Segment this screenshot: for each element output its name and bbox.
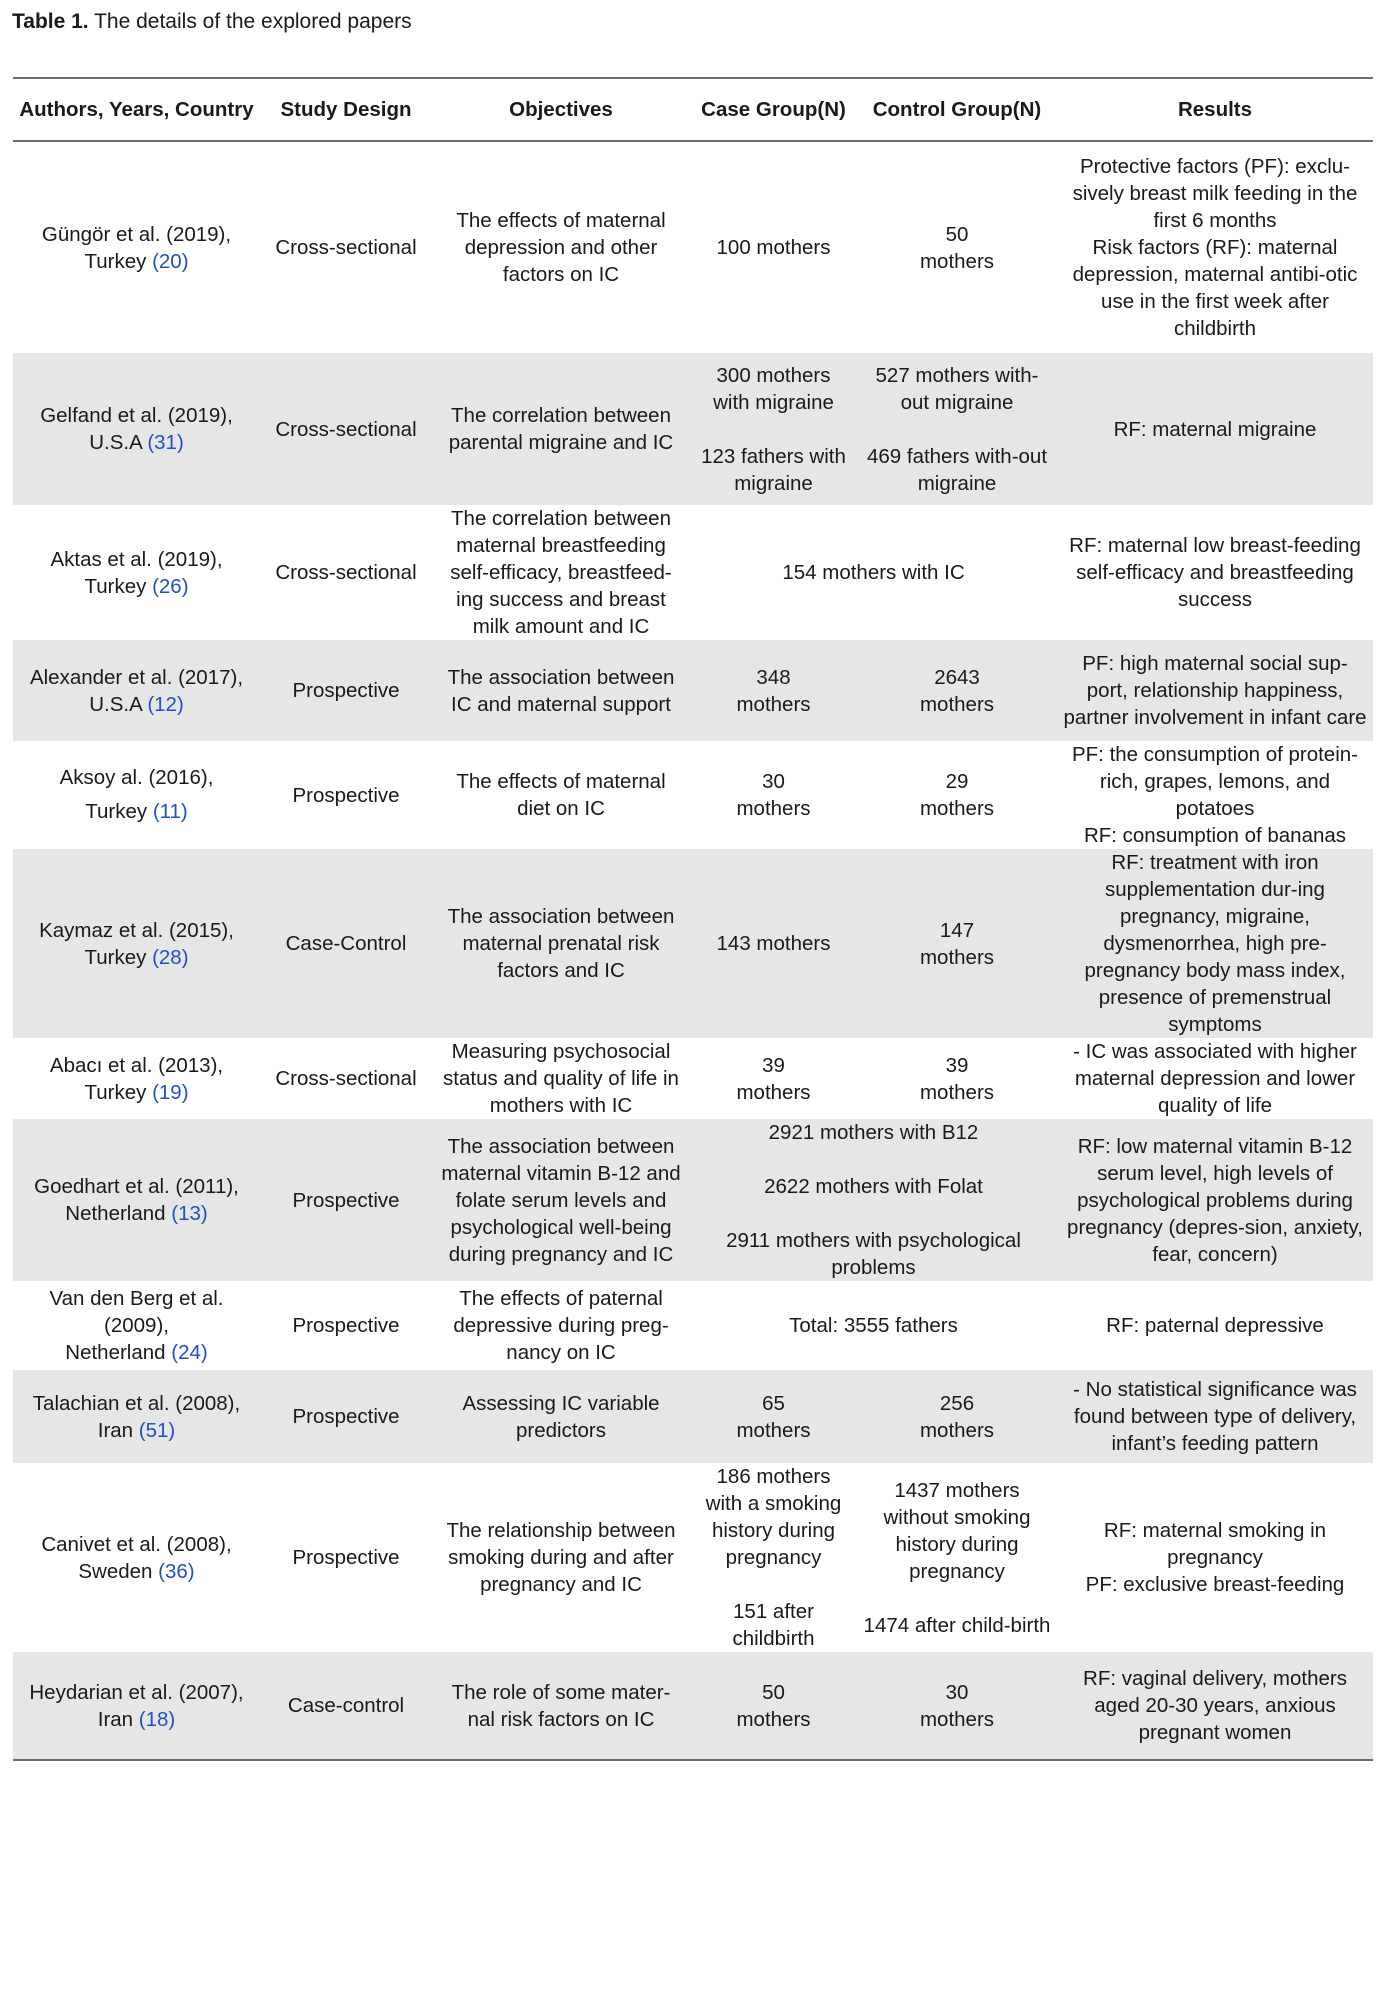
case-group-text: 143 mothers	[716, 932, 831, 955]
results-text: PF: the consumption of protein-rich, grapes, lemons, and potatoes	[1071, 743, 1358, 820]
author-line-text: Turkey	[85, 800, 153, 823]
cell-case-group	[690, 141, 857, 353]
cell-results	[1057, 141, 1373, 353]
author-line	[19, 221, 254, 248]
cell-study-design	[260, 1652, 432, 1760]
author-line-text: Turkey	[84, 1080, 153, 1104]
study-design-text: Case-control	[287, 1694, 405, 1717]
control-group-text: mothers	[919, 249, 995, 273]
case-group-text: 100 mothers	[716, 236, 831, 259]
case-group-text: mothers	[736, 692, 811, 716]
cell-authors	[13, 1119, 260, 1281]
objective-text: The role of some mater-nal risk factors on IC	[451, 1680, 671, 1731]
author-line	[19, 1531, 254, 1558]
reference-link[interactable]: (36)	[158, 1559, 195, 1583]
results-text: - No statistical significance was found between type of delivery, infant’s feeding pattern	[1073, 1378, 1357, 1455]
case-group-text: mothers	[736, 1080, 811, 1104]
study-design-text: Cross-sectional	[275, 561, 417, 584]
cell-authors	[13, 353, 260, 505]
cell-authors	[13, 741, 260, 849]
study-design-text: Prospective	[292, 1314, 400, 1337]
control-group-text: mothers	[919, 1418, 995, 1442]
reference-link[interactable]: (51)	[138, 1418, 176, 1442]
objective-text: The correlation between maternal breastfeeding self-efficacy, breastfeed-ing success and breast milk amount and IC	[450, 507, 672, 638]
cell-results	[1057, 1370, 1373, 1463]
author-line	[19, 1679, 254, 1706]
merged-group-text: 2622 mothers with Folat	[764, 1175, 983, 1198]
cell-objectives	[432, 141, 690, 353]
study-design-text: Cross-sectional	[275, 236, 417, 259]
control-group-text: 1437 mothers without smoking history during pregnancy	[883, 1478, 1031, 1583]
control-group-text: 469 fathers with-out migraine	[866, 444, 1048, 495]
results-text: RF: treatment with iron supplementation dur-ing pregnancy, migraine, dysmenorrhea, high pre-pregnancy body mass index, presence of premenstrual symptoms	[1084, 851, 1346, 1036]
results-text: RF: vaginal delivery, mothers aged 20-30 years, anxious pregnant women	[1083, 1667, 1347, 1744]
cell-results	[1057, 353, 1373, 505]
cell-case-control-merged	[690, 1281, 1057, 1370]
cell-results	[1057, 505, 1373, 640]
results-text: Protective factors (PF): exclu-sively breast milk feeding in the first 6 months	[1072, 155, 1358, 232]
control-group-text: mothers	[919, 797, 995, 820]
table-row	[13, 1119, 1373, 1281]
cell-authors	[13, 849, 260, 1038]
column-header-objectives: Objectives	[432, 78, 690, 141]
author-line	[19, 1558, 254, 1585]
column-header-case-group: Case Group(N)	[690, 78, 857, 141]
merged-group-text-gap	[704, 1200, 1043, 1227]
cell-control-group	[857, 1463, 1057, 1652]
case-group-text: mothers	[736, 797, 811, 820]
cell-case-group	[690, 353, 857, 505]
results-text: RF: paternal depressive	[1106, 1314, 1324, 1337]
cell-results	[1057, 1038, 1373, 1119]
author-line-text: Netherland	[65, 1341, 172, 1364]
author-line-text: Turkey	[84, 574, 153, 598]
author-line	[19, 691, 254, 718]
objective-text: The correlation between parental migraine and IC	[448, 404, 674, 454]
table-row	[13, 640, 1373, 741]
author-line	[19, 761, 254, 795]
author-line	[19, 1706, 254, 1733]
cell-authors	[13, 1463, 260, 1652]
cell-study-design	[260, 1119, 432, 1281]
cell-objectives	[432, 640, 690, 741]
results-text: RF: consumption of bananas	[1083, 824, 1347, 847]
control-group-text: 30	[945, 1680, 969, 1704]
table-row	[13, 1652, 1373, 1760]
cell-objectives	[432, 1281, 690, 1370]
reference-link[interactable]: (26)	[152, 574, 189, 598]
table-row	[13, 1463, 1373, 1652]
case-group-text: 348	[756, 665, 791, 689]
author-line	[19, 546, 254, 573]
reference-link[interactable]: (31)	[147, 431, 184, 454]
study-design-text: Prospective	[292, 1546, 400, 1569]
results-text: Risk factors (RF): maternal depression, maternal antibi-otic use in the first week after childbirth	[1072, 236, 1358, 340]
results-text: PF: exclusive breast-feeding	[1085, 1573, 1345, 1596]
cell-objectives	[432, 353, 690, 505]
control-group-text-gap	[863, 1585, 1051, 1612]
table-header-row	[13, 78, 1373, 141]
cell-control-group	[857, 849, 1057, 1038]
author-line-text: Aktas et al. (2019),	[50, 547, 223, 571]
control-group-text: 147	[939, 918, 975, 942]
author-line	[19, 1417, 254, 1444]
cell-case-control-merged	[690, 1119, 1057, 1281]
papers-table	[13, 77, 1373, 1761]
results-text: RF: low maternal vitamin B-12 serum level, high levels of psychological problems during pregnancy (depres-sion, anxiety, fear, concern)	[1067, 1134, 1363, 1266]
author-line-text: Turkey	[84, 249, 153, 273]
case-group-text: 50	[762, 1680, 785, 1704]
cell-control-group	[857, 141, 1057, 353]
cell-study-design	[260, 741, 432, 849]
cell-objectives	[432, 1119, 690, 1281]
column-header-results: Results	[1057, 78, 1373, 141]
merged-group-text: Total: 3555 fathers	[789, 1314, 958, 1337]
author-line-text: Goedhart et al. (2011),	[34, 1175, 239, 1198]
table-caption-text: The details of the explored papers	[88, 10, 412, 33]
author-line-text: U.S.A	[89, 692, 148, 716]
reference-link[interactable]: (13)	[171, 1202, 208, 1225]
reference-link[interactable]: (12)	[147, 692, 184, 716]
author-line	[19, 1173, 254, 1200]
objective-text: The association between maternal prenatal risk factors and IC	[447, 905, 675, 982]
control-group-text: 1474 after child-birth	[863, 1613, 1051, 1637]
cell-objectives	[432, 741, 690, 849]
cell-objectives	[432, 849, 690, 1038]
author-line-text: Güngör et al. (2019),	[41, 222, 232, 246]
results-text: RF: maternal low breast-feeding self-efficacy and breastfeeding success	[1069, 534, 1361, 611]
cell-authors	[13, 141, 260, 353]
control-group-text: 39	[945, 1053, 969, 1077]
author-line-text: Canivet et al. (2008),	[41, 1532, 232, 1556]
author-line	[19, 248, 254, 275]
cell-results	[1057, 1652, 1373, 1760]
control-group-text: mothers	[919, 692, 995, 716]
author-line-text: Alexander et al. (2017),	[29, 665, 244, 689]
case-group-text: 123 fathers with migraine	[701, 444, 846, 495]
author-line	[19, 944, 254, 971]
cell-study-design	[260, 505, 432, 640]
column-header-control-group: Control Group(N)	[857, 78, 1057, 141]
author-line-text: Abacı et al. (2013),	[49, 1053, 224, 1077]
reference-link[interactable]: (19)	[152, 1080, 189, 1104]
study-design-text: Cross-sectional	[275, 417, 417, 441]
cell-study-design	[260, 353, 432, 505]
table-row	[13, 1281, 1373, 1370]
cell-control-group	[857, 741, 1057, 849]
merged-group-text: 2921 mothers with B12	[768, 1121, 979, 1144]
author-line-text: Talachian et al. (2008),	[32, 1391, 241, 1415]
reference-link[interactable]: (24)	[171, 1341, 208, 1364]
control-group-text: 2643	[934, 665, 980, 689]
objective-text: The effects of maternal depression and other factors on IC	[456, 209, 666, 286]
objective-text: The association between maternal vitamin B-12 and folate serum levels and psychological well-being during pregnancy and IC	[441, 1134, 681, 1266]
author-line-text: Aksoy al. (2016),	[59, 766, 214, 789]
cell-case-group	[690, 849, 857, 1038]
cell-objectives	[432, 1038, 690, 1119]
cell-results	[1057, 1281, 1373, 1370]
author-line	[19, 1200, 254, 1227]
case-group-text-gap	[696, 1571, 851, 1598]
table-row	[13, 505, 1373, 640]
table-caption-label: Table 1.	[12, 10, 89, 33]
cell-study-design	[260, 1370, 432, 1463]
case-group-text: 39	[762, 1053, 785, 1077]
cell-study-design	[260, 640, 432, 741]
cell-objectives	[432, 1463, 690, 1652]
author-line-text: (2009),	[104, 1314, 169, 1337]
author-line-text: Iran	[97, 1418, 139, 1442]
cell-authors	[13, 1652, 260, 1760]
case-group-text-gap	[696, 416, 851, 443]
control-group-text: 256	[939, 1391, 975, 1415]
merged-group-text-gap	[704, 1146, 1043, 1173]
cell-control-group	[857, 1370, 1057, 1463]
author-line-text: Heydarian et al. (2007),	[29, 1680, 244, 1704]
cell-authors	[13, 1281, 260, 1370]
cell-control-group	[857, 353, 1057, 505]
table-row	[13, 353, 1373, 505]
author-line	[19, 429, 254, 456]
table-row	[13, 1038, 1373, 1119]
results-text: PF: high maternal social sup-port, relationship happiness, partner involvement in infant care	[1063, 652, 1367, 729]
objective-text: The effects of maternal diet on IC	[456, 770, 666, 820]
objective-text: The association between IC and maternal support	[447, 665, 675, 716]
cell-objectives	[432, 1370, 690, 1463]
author-line-text: U.S.A	[89, 431, 148, 454]
cell-study-design	[260, 1038, 432, 1119]
objective-text: Measuring psychosocial status and quality of life in mothers with IC	[443, 1040, 679, 1117]
study-design-text: Prospective	[292, 783, 400, 807]
case-group-text: mothers	[736, 1418, 811, 1442]
cell-authors	[13, 640, 260, 741]
cell-case-group	[690, 741, 857, 849]
author-line-text: Netherland	[65, 1202, 172, 1225]
author-line	[19, 402, 254, 429]
control-group-text: 527 mothers with-out migraine	[875, 363, 1039, 414]
cell-authors	[13, 1038, 260, 1119]
table-row	[13, 741, 1373, 849]
cell-control-group	[857, 640, 1057, 741]
cell-case-group	[690, 640, 857, 741]
case-group-text: 65	[762, 1391, 785, 1415]
table-caption	[12, 8, 412, 36]
merged-group-text: 2911 mothers with psychological problems	[726, 1229, 1021, 1279]
cell-objectives	[432, 1652, 690, 1760]
column-header-study-design: Study Design	[260, 78, 432, 141]
author-line	[19, 1312, 254, 1339]
cell-case-group	[690, 1370, 857, 1463]
control-group-text: 50	[945, 222, 969, 246]
author-line-text: Sweden	[78, 1559, 159, 1583]
cell-results	[1057, 849, 1373, 1038]
table-row	[13, 1370, 1373, 1463]
cell-case-group	[690, 1463, 857, 1652]
cell-study-design	[260, 1463, 432, 1652]
merged-group-text: 154 mothers with IC	[782, 561, 965, 584]
control-group-text-gap	[863, 416, 1051, 443]
author-line	[19, 573, 254, 600]
cell-control-group	[857, 1652, 1057, 1760]
cell-case-control-merged	[690, 505, 1057, 640]
control-group-text: mothers	[919, 945, 995, 969]
table-row	[13, 141, 1373, 353]
study-design-text: Cross-sectional	[275, 1067, 417, 1090]
case-group-text: 30	[762, 770, 785, 793]
author-line	[19, 1079, 254, 1106]
objective-text: Assessing IC variable predictors	[462, 1391, 660, 1442]
objective-text: The effects of paternal depressive during preg-nancy on IC	[453, 1287, 669, 1364]
objective-text: The relationship between smoking during and after pregnancy and IC	[446, 1519, 676, 1596]
cell-results	[1057, 1463, 1373, 1652]
case-group-text: mothers	[736, 1707, 811, 1731]
reference-link[interactable]: (28)	[152, 945, 189, 969]
cell-study-design	[260, 849, 432, 1038]
cell-case-group	[690, 1652, 857, 1760]
author-line-text: Gelfand et al. (2019),	[40, 404, 233, 427]
cell-results	[1057, 1119, 1373, 1281]
study-design-text: Prospective	[292, 1405, 400, 1428]
cell-study-design	[260, 1281, 432, 1370]
cell-study-design	[260, 141, 432, 353]
column-header-authors: Authors, Years, Country	[13, 78, 260, 141]
study-design-text: Prospective	[292, 679, 400, 702]
results-text: RF: maternal smoking in pregnancy	[1103, 1519, 1327, 1569]
cell-authors	[13, 505, 260, 640]
case-group-text: 186 mothers with a smoking history during pregnancy	[705, 1465, 842, 1569]
author-line-text: Turkey	[84, 945, 153, 969]
cell-results	[1057, 640, 1373, 741]
author-line	[19, 795, 254, 829]
cell-control-group	[857, 1038, 1057, 1119]
cell-objectives	[432, 505, 690, 640]
author-line	[19, 1052, 254, 1079]
reference-link[interactable]: (18)	[138, 1707, 176, 1731]
cell-results	[1057, 741, 1373, 849]
control-group-text: mothers	[919, 1080, 995, 1104]
study-design-text: Case-Control	[285, 932, 407, 955]
table-row	[13, 849, 1373, 1038]
case-group-text: 151 after childbirth	[732, 1600, 815, 1650]
author-line	[19, 1285, 254, 1312]
reference-link[interactable]: (20)	[152, 249, 189, 273]
author-line	[19, 1390, 254, 1417]
control-group-text: mothers	[919, 1707, 995, 1731]
study-design-text: Prospective	[292, 1188, 400, 1212]
results-text: RF: maternal migraine	[1113, 417, 1317, 441]
reference-link[interactable]: (11)	[152, 800, 188, 823]
cell-authors	[13, 1370, 260, 1463]
author-line-text: Van den Berg et al.	[49, 1287, 224, 1310]
author-line	[19, 664, 254, 691]
author-line	[19, 1339, 254, 1366]
author-line-text: Kaymaz et al. (2015),	[39, 918, 234, 942]
author-line	[19, 917, 254, 944]
cell-case-group	[690, 1038, 857, 1119]
author-line-text: Iran	[97, 1707, 139, 1731]
control-group-text: 29	[945, 770, 969, 793]
results-text: - IC was associated with higher maternal depression and lower quality of life	[1073, 1040, 1357, 1117]
case-group-text: 300 mothers with migraine	[713, 363, 834, 414]
